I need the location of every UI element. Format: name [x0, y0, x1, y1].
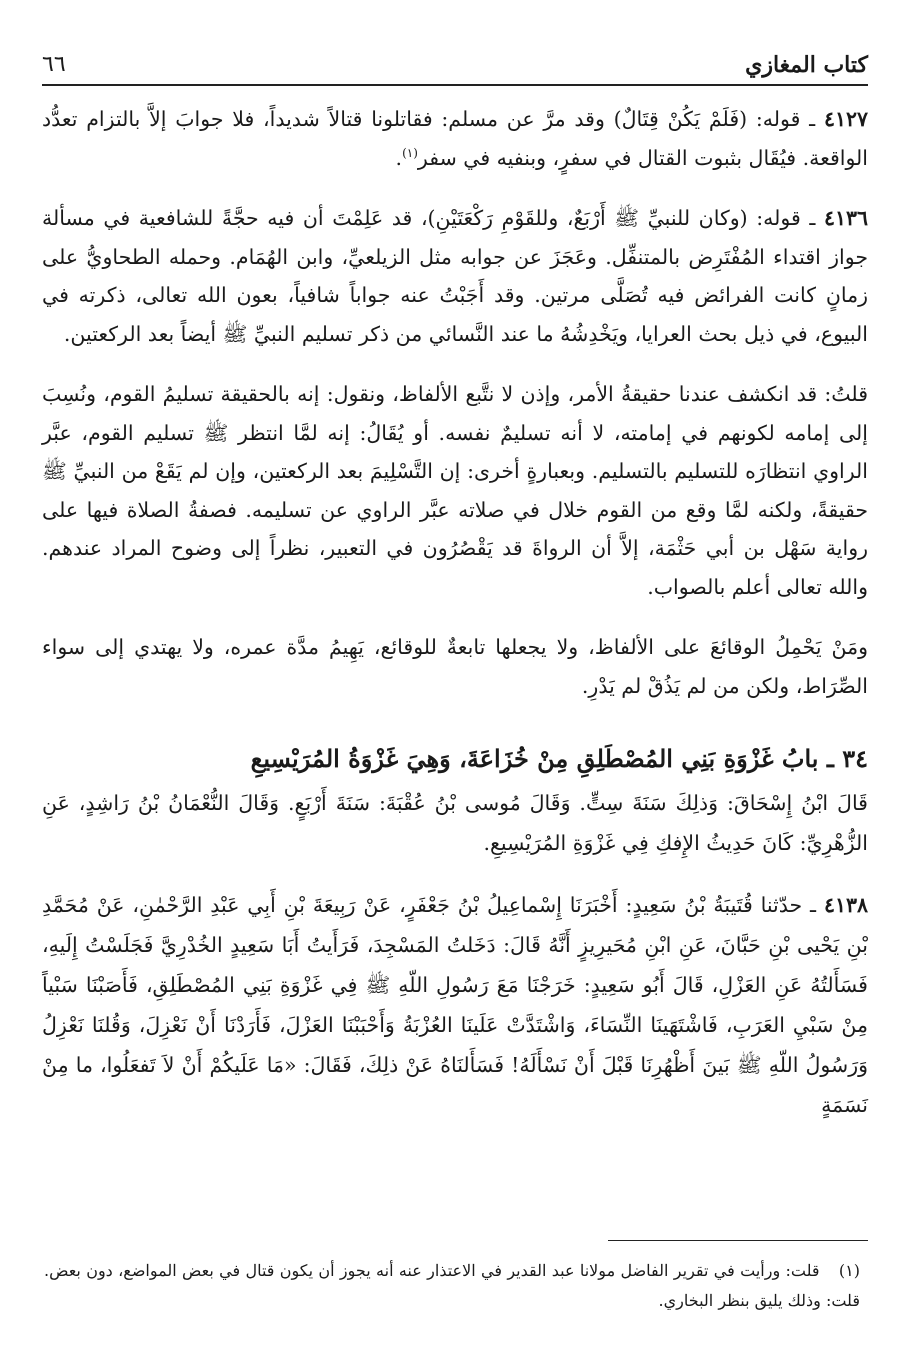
paragraph-tail: . [395, 145, 403, 170]
chapter-heading [42, 741, 868, 777]
hadith-4138 [42, 885, 868, 1125]
page-number: ٦٦ [42, 52, 66, 77]
footnote-reference: (١) [402, 145, 418, 160]
chapter-title: ـ بابُ غَزْوَةِ بَنِي المُصْطَلِقِ مِنْ خُزَاعَةَ، وَهِيَ غَزْوَةُ المُرَيْسِيعِ [250, 744, 834, 773]
paragraph-text: ـ قوله: (وكان للنبيِّ ﷺ أَرْبَعٌ، وللقَوْمِ رَكْعَتَيْنِ)، قد عَلِمْتَ أن فيه حجَّةً للشافعية في مسألة جواز اقتداء المُفْتَرِض بالمتنفِّل. وعَجَزَ عن جوابه مثل الزيلعيِّ، وابن الهُمَام. وحمله الطحاويُّ على زمانٍ كانت الفرائض فيه تُصَلَّى مرتين. وقد أَجَبْتُ عنه جواباً شافياً، بعون الله تعالى، ذكرته في البيوع، في ذيل بحث العرايا، ويَخْدِشُهُ ما عند النَّسائي من ذكر تسليم النبيِّ ﷺ أيضاً بعد الركعتين. [42, 206, 868, 346]
paragraph-text: ومَنْ يَحْمِلُ الوقائعَ على الألفاظ، ولا يجعلها تابعةٌ للوقائع، يَهِيمُ مدَّة عمره، ولا يهتدي إلى سواء الصِّرَاط، ولكن من لم يَذُقْ لم يَدْرِ. [42, 635, 868, 698]
footnote-number: (١) [838, 1261, 860, 1280]
commentary-paragraph-waman [42, 628, 868, 705]
commentary-paragraph-4136 [42, 199, 868, 353]
commentary-paragraph-qultu [42, 375, 868, 606]
paragraph-text: قلتُ: قد انكشف عندنا حقيقةُ الأمر، وإذن لا نتَّبع الألفاظ، ونقول: إنه بالحقيقة تسليمُ القوم، ونُسِبَ إلى إمامه لكونهم في إمامته، لا أنه تسليمٌ نفسه. أو يُقَالُ: إنه لمَّا انتظر ﷺ تسليم القوم، عبَّر الراوي انتظارَه للتسليم بالتسليم. وبعبارةٍ أخرى: إن التَّسْلِيمَ بعد الركعتين، وإن لم يَقَعْ من النبيِّ ﷺ حقيقةً، ولكنه لمَّا وقع من القوم خلال في صلاته عبَّر الراوي عن تسليمه. فصفةُ الصلاة فيها على رواية سَهْل بن أبي حَثْمَة، إلاَّ أن الرواةَ قد يَقْصُرُون في التعبير، نظراً إلى وضوح المراد عندهم. والله تعالى أعلم بالصواب. [42, 382, 868, 599]
footnote-rule [608, 1240, 868, 1241]
paragraph-number: ٤١٣٦ [823, 206, 868, 230]
hadith-text: ـ حدّثنا قُتَيبَةُ بْنُ سَعِيدٍ: أَخْبَرَنَا إِسْماعِيلُ بْنُ جَعْفَرٍ، عَنْ رَبِيعَةَ بْنِ أَبِي عَبْدِ الرَّحْمٰنِ، عَنْ مُحَمَّدِ بْنِ يَحْيى بْنِ حَبَّانَ، عَنِ ابْنِ مُحَيرِيزٍ أَنَّهُ قَالَ: دَخَلتُ المَسْجِدَ، فَرَأَيتُ أَبَا سَعِيدٍ الخُدْرِيَّ فَجَلَسْتُ إِلَيهِ، فَسَأَلتُهُ عَنِ العَزْلِ، قَالَ أَبُو سَعِيدٍ: خَرَجْنَا مَعَ رَسُولِ اللّهِ ﷺ فِي غَزْوَةِ بَنِي المُصْطَلِقِ، فَأَصَبْنَا سَبْياً مِنْ سَبْيِ العَرَبِ، فَاشْتَهَينَا النِّسَاءَ، وَاشْتَدَّتْ عَلَينَا العُزْبَةُ وَأَحْبَبْنَا العَزْلَ، فَأَرَدْنَا أَنْ نَعْزِلَ، وَقُلنَا نَعْزِلُ وَرَسُولُ اللّهِ ﷺ بَينَ أَظْهُرِنَا قَبْلَ أَنْ نَسْأَلَهُ! فَسَأَلنَاهُ عَنْ ذلِكَ، فَقَالَ: «مَا عَلَيكُمْ أَنْ لاَ تَفعَلُوا، ما مِنْ نَسَمَةٍ [42, 893, 868, 1117]
running-header [42, 38, 868, 78]
header-rule [42, 84, 868, 86]
footnote [44, 1256, 860, 1316]
footnote-text: قلت: ورأيت في تقرير الفاضل مولانا عبد القدير في الاعتذار عنه أنه يجوز أن يكون قتال في بعض المواضع، دون بعض. قلت: وذلك يليق بنظر البخاري. [44, 1261, 860, 1310]
hadith-number: ٤١٣٨ [823, 893, 868, 917]
chapter-number: ٣٤ [842, 744, 868, 773]
paragraph-number: ٤١٢٧ [823, 107, 868, 131]
book-title: كتاب المغازي [745, 52, 868, 78]
chapter-intro: قَالَ ابْنُ إِسْحَاقَ: وَذلِكَ سَنَةَ سِتٍّ. وَقَالَ مُوسى بْنُ عُقْبَةَ: سَنَةَ أَرْبَعٍ. وَقَالَ النُّعْمَانُ بْنُ رَاشِدٍ، عَنِ الزُّهْرِيِّ: كَانَ حَدِيثُ الإِفكِ فِي غَزْوَةِ المُرَيْسِيعِ. [42, 791, 868, 855]
commentary-paragraph-4127 [42, 100, 868, 177]
paragraph-text: ـ قوله: (فَلَمْ يَكُنْ قِتَالٌ) وقد مرَّ عن مسلم: فقاتلونا قتالاً شديداً، فلا جوابَ إلاَّ بالتزام تعدُّد الواقعة. فيُقَال بثبوت القتال في سفرٍ، وبنفيه في سفر [42, 107, 868, 170]
